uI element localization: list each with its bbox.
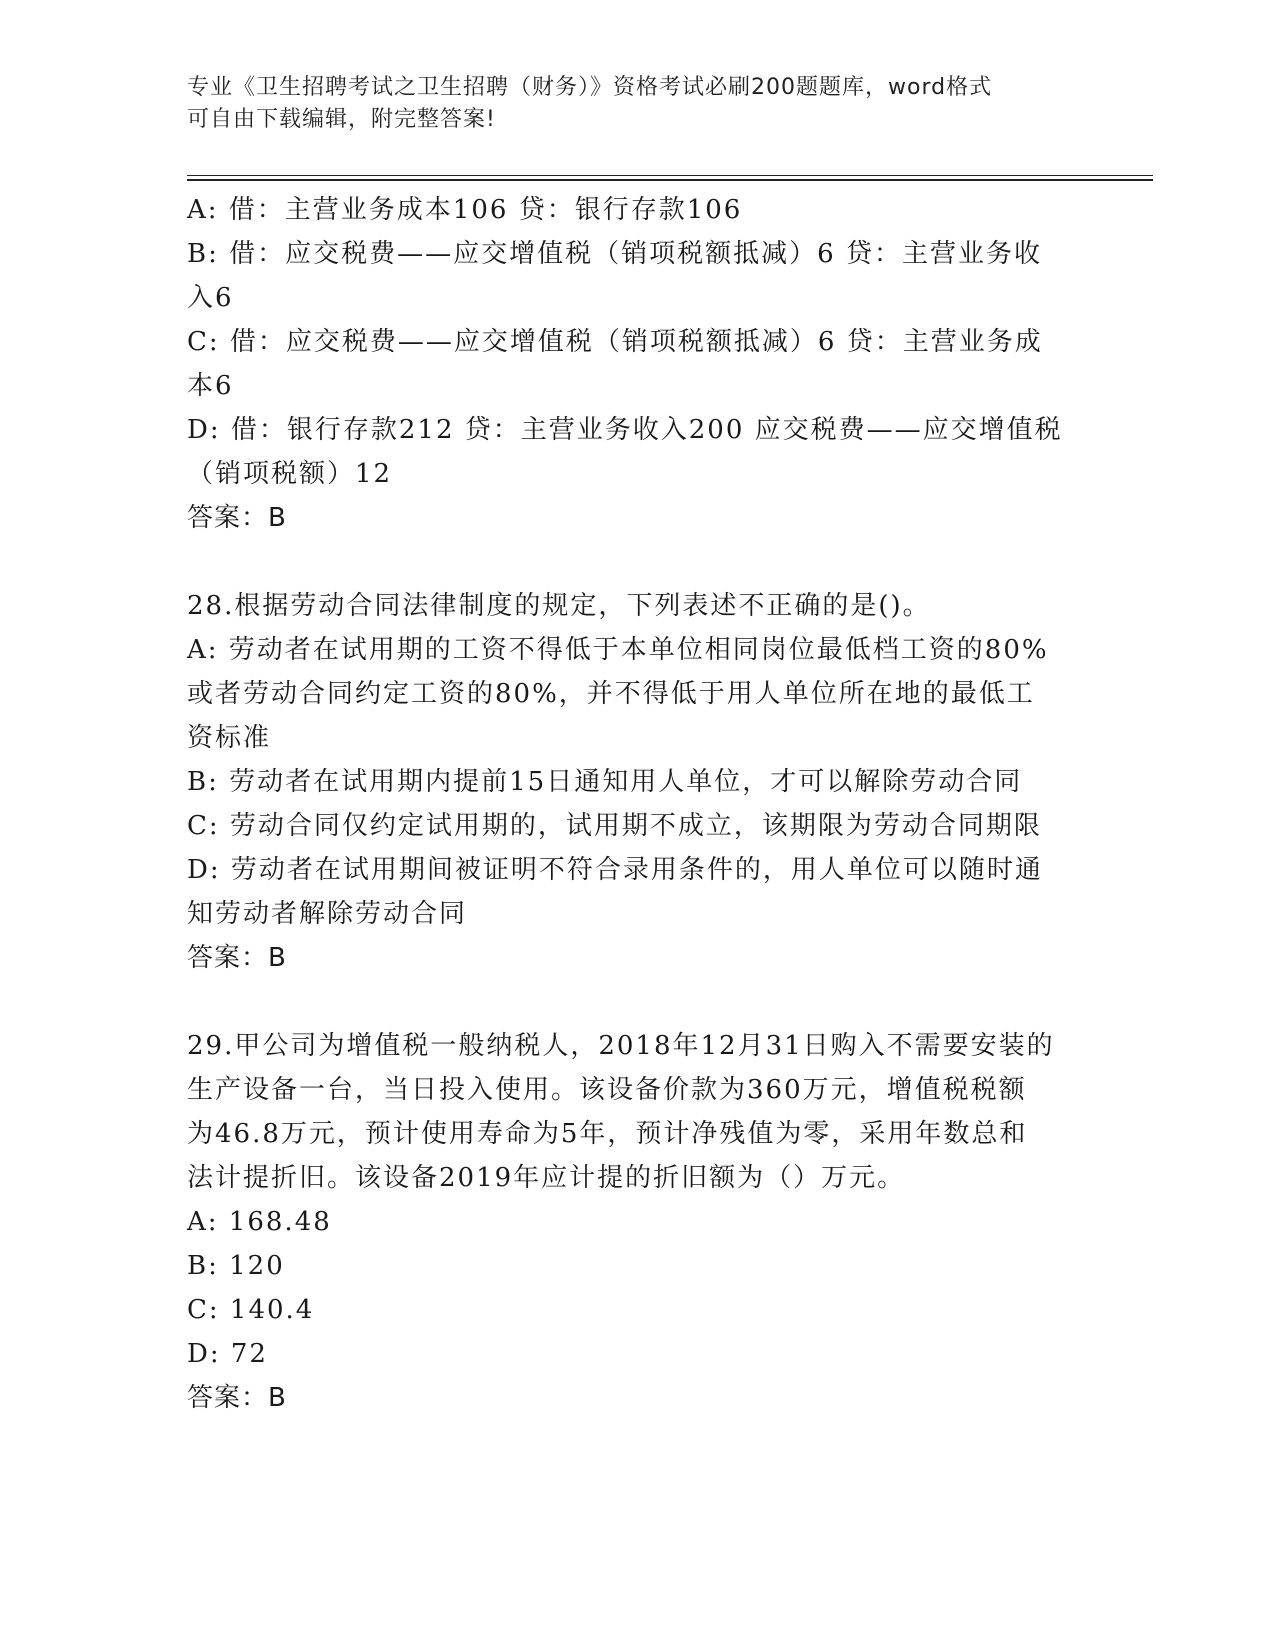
option-a-continued: 或者劳动合同约定工资的80%，并不得低于用人单位所在地的最低工 [187, 679, 1035, 709]
answer-label: 答案：B [187, 503, 287, 533]
header-divider-thick [187, 179, 1153, 181]
question-stem: 29.甲公司为增值税一般纳税人，2018年12月31日购入不需要安装的 [187, 1031, 1055, 1061]
question-stem-continued: 生产设备一台，当日投入使用。该设备价款为360万元，增值税税额 [187, 1075, 1027, 1105]
option-b: B: 劳动者在试用期内提前15日通知用人单位，才可以解除劳动合同 [187, 767, 1023, 797]
option-a: A: 借：主营业务成本106 贷：银行存款106 [187, 195, 743, 225]
option-a: A: 劳动者在试用期的工资不得低于本单位相同岗位最低档工资的80% [187, 635, 1049, 665]
option-d-continued: 知劳动者解除劳动合同 [187, 899, 468, 929]
option-b: B: 120 [187, 1251, 285, 1281]
header-title-line-2: 可自由下载编辑，附完整答案! [187, 107, 496, 132]
question-stem: 28.根据劳动合同法律制度的规定，下列表述不正确的是()。 [187, 591, 931, 621]
option-c: C: 借：应交税费——应交增值税（销项税额抵减）6 贷：主营业务成 [187, 327, 1043, 357]
question-28 [187, 584, 1087, 980]
option-a: A: 168.48 [187, 1207, 332, 1237]
option-d-continued: （销项税额）12 [187, 459, 393, 489]
option-d: D: 72 [187, 1339, 268, 1369]
option-d: D: 劳动者在试用期间被证明不符合录用条件的，用人单位可以随时通 [187, 855, 1043, 885]
option-b: B: 借：应交税费——应交增值税（销项税额抵减）6 贷：主营业务收 [187, 239, 1042, 269]
question-spacer [187, 980, 1087, 1024]
question-stem-continued: 为46.8万元，预计使用寿命为5年，预计净残值为零，采用年数总和 [187, 1119, 1028, 1149]
header-title-line-1: 专业《卫生招聘考试之卫生招聘（财务）》资格考试必刷200题题库，word格式 [187, 75, 993, 100]
option-d: D: 借：银行存款212 贷：主营业务收入200 应交税费——应交增值税 [187, 415, 1063, 445]
question-spacer [187, 540, 1087, 584]
question-27-options [187, 188, 1087, 540]
option-c: C: 140.4 [187, 1295, 315, 1325]
question-29 [187, 1024, 1087, 1420]
document-header [187, 72, 1067, 136]
question-stem-continued: 法计提折旧。该设备2019年应计提的折旧额为（）万元。 [187, 1163, 906, 1193]
document-body [187, 188, 1087, 1420]
answer-label: 答案：B [187, 1383, 287, 1413]
option-a-continued: 资标准 [187, 723, 272, 753]
option-c-continued: 本6 [187, 371, 234, 401]
header-divider-thin [187, 175, 1153, 176]
option-b-continued: 入6 [187, 283, 234, 313]
answer-label: 答案：B [187, 943, 287, 973]
option-c: C: 劳动合同仅约定试用期的，试用期不成立，该期限为劳动合同期限 [187, 811, 1042, 841]
